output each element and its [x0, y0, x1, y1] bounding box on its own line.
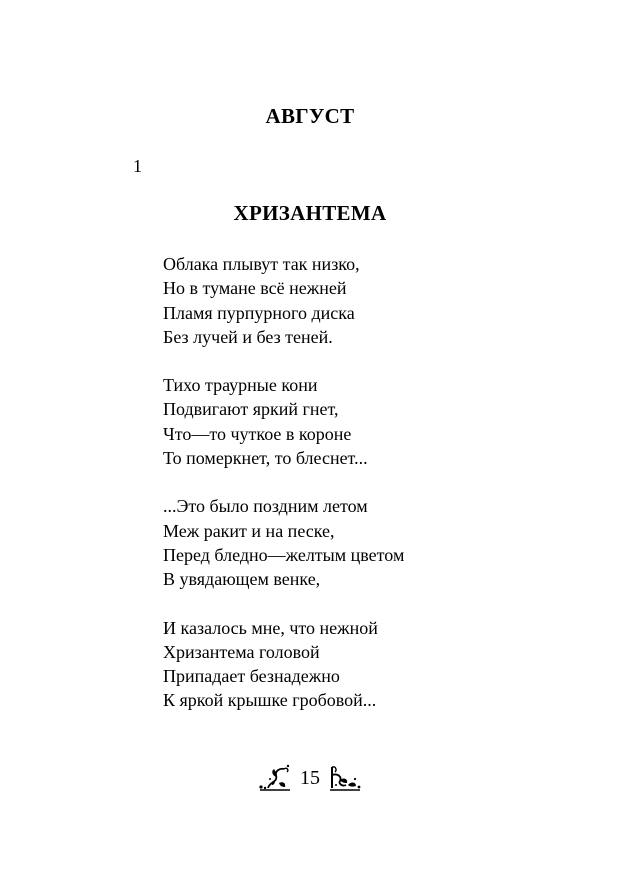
stanza [163, 494, 493, 591]
section-number: 1 [133, 156, 142, 176]
poem-body [163, 252, 493, 713]
stanza [163, 616, 493, 713]
page-number: 15 [300, 767, 320, 789]
poem-line: Без лучей и без теней. [163, 326, 333, 347]
poem-line: Но в тумане всё нежней [163, 278, 347, 299]
stanza [163, 252, 493, 349]
poem-line: Облака плывут так низко, [163, 254, 360, 274]
poem-line: Припадает безнадежно [163, 666, 340, 687]
poem-line: Тихо траурные кони [163, 375, 318, 396]
stanza [163, 373, 493, 470]
poem-line: Перед бледно—желтым цветом [163, 544, 405, 565]
poem-line: Пламя пурпурного диска [163, 302, 355, 323]
poem-line: И казалось мне, что нежной [163, 617, 378, 638]
poem-line: ...Это было поздним летом [163, 496, 368, 517]
poem-line: К яркой крышке гробовой... [163, 690, 377, 711]
section-title: АВГУСТ [265, 104, 355, 128]
poem-line: В увядающем венке, [163, 569, 321, 590]
poem-title: ХРИЗАНТЕМА [233, 201, 387, 225]
poem-line: Меж ракит и на песке, [163, 520, 335, 541]
poem-line: Хризантема головой [163, 641, 320, 662]
floral-ornament-icon [328, 763, 362, 793]
poem-line: То померкнет, то блеснет... [163, 448, 368, 469]
poem-line: Подвигают яркий гнет, [163, 399, 339, 420]
page-footer [0, 760, 620, 796]
floral-ornament-icon [258, 763, 292, 793]
poem-line: Что—то чуткое в короне [163, 423, 352, 444]
